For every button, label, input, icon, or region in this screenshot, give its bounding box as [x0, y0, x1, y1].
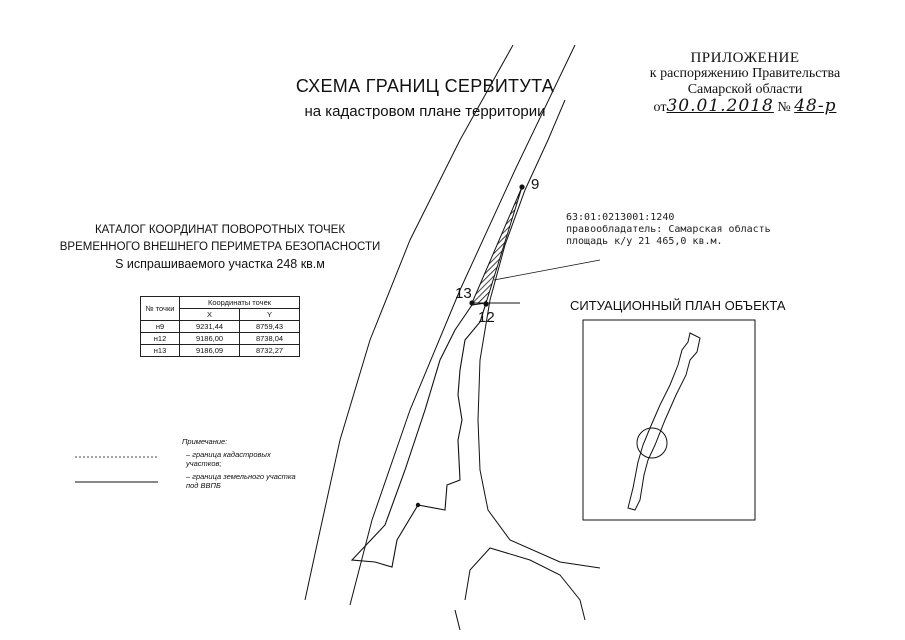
decree-date: 30.01.2018	[666, 96, 774, 116]
title-line-2: на кадастровом плане территории	[304, 103, 546, 120]
notes-heading: Примечание:	[182, 437, 228, 446]
parcel-owner: правообладатель: Самарская область	[566, 224, 771, 235]
situation-plan-frame	[583, 320, 755, 520]
catalog-line-1: КАТАЛОГ КООРДИНАТ ПОВОРОТНЫХ ТОЧЕК	[94, 224, 346, 236]
decree-number: 48-р	[794, 96, 837, 116]
catalog-line-2: ВРЕМЕННОГО ВНЕШНЕГО ПЕРИМЕТРА БЕЗОПАСНОСТИ	[59, 241, 381, 253]
point-12-marker	[483, 301, 488, 306]
header-point: № точки	[141, 297, 180, 321]
parcel-boundary	[352, 303, 486, 567]
point-marker	[416, 503, 420, 507]
coordinates-table	[140, 296, 300, 357]
notes-legend	[182, 437, 296, 490]
appendix-heading: ПРИЛОЖЕНИЕ	[690, 50, 800, 66]
catalog-area: S испрашиваемого участка 248 кв.м	[115, 257, 325, 271]
leader-line	[494, 260, 600, 280]
table-header-row	[141, 297, 300, 309]
number-sign: №	[777, 100, 791, 115]
table-row: н9 9231,44 8759,43	[141, 321, 300, 333]
header-coords: Координаты точек	[180, 297, 300, 309]
header-y: Y	[240, 309, 300, 321]
road-lines	[305, 45, 600, 630]
point-label-9: 9	[531, 176, 540, 193]
parcel-area: площадь к/у 21 465,0 кв.м.	[566, 236, 723, 247]
catalog-heading	[50, 222, 390, 273]
point-9-marker	[519, 184, 524, 189]
note-1-line-2: участков;	[186, 459, 222, 468]
header-x: X	[180, 309, 240, 321]
scheme-title	[260, 76, 590, 120]
table-row: н13 9186,09 8732,27	[141, 345, 300, 357]
appendix-line-2: Самарской области	[687, 82, 803, 97]
table-row: н12 9186,00 8738,04	[141, 333, 300, 345]
appendix-decree: от30.01.2018 № 48-р	[653, 96, 837, 116]
legend-lines	[75, 457, 158, 482]
parcel-cadastral-number: 63:01:0213001:1240	[566, 212, 675, 223]
parcel-info	[566, 212, 771, 248]
situation-plan-title: СИТУАЦИОННЫЙ ПЛАН ОБЪЕКТА	[570, 298, 786, 313]
point-label-12: 12	[478, 309, 495, 326]
note-1-line-1: – граница кадастровых	[186, 450, 271, 459]
point-label-13: 13	[455, 285, 472, 302]
title-line-1: СХЕМА ГРАНИЦ СЕРВИТУТА	[295, 76, 555, 96]
appendix-header	[610, 50, 880, 116]
note-2-line-2: под ВВПБ	[186, 481, 221, 490]
note-2-line-1: – граница земельного участка	[186, 472, 296, 481]
appendix-line-1: к распоряжению Правительства	[649, 66, 841, 81]
